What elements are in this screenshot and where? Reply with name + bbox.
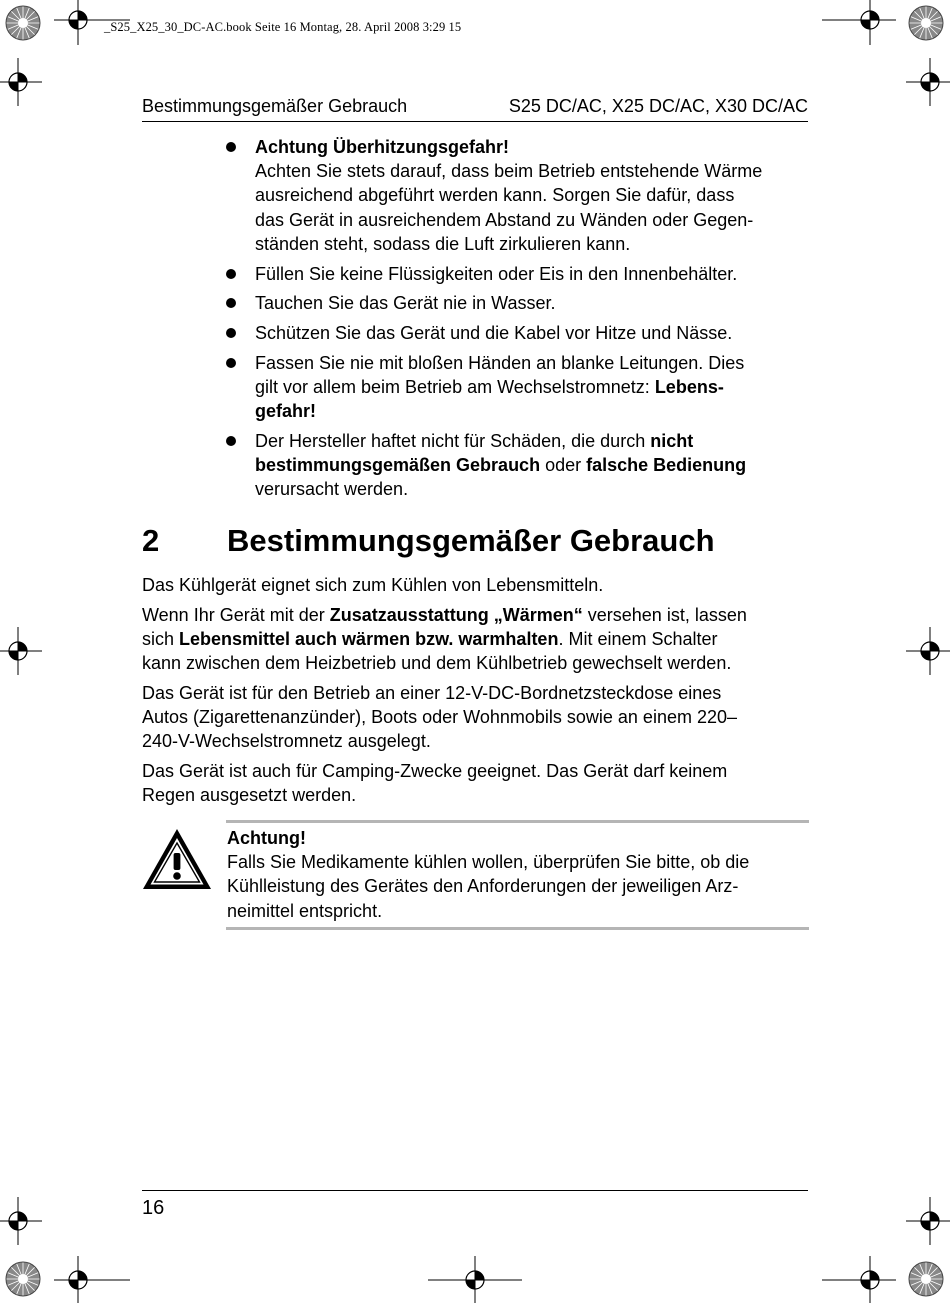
bullet-text-line: Achten Sie stets darauf, dass beim Betrieb entstehende Wärme (255, 161, 763, 182)
paragraph-text-part: sich (142, 628, 180, 649)
bullet-text-line: Füllen Sie keine Flüssigkeiten oder Eis in den Innenbehälter. (255, 263, 738, 284)
paragraph-line: Regen ausgesetzt werden. (142, 785, 357, 806)
bullet-heading: Achtung Überhitzungsgefahr! (255, 137, 509, 157)
bullet-text-line: ständen steht, sodass die Luft zirkulieren kann. (255, 233, 631, 254)
bullet-text-bold: nicht (650, 430, 694, 451)
bullet-text-part: gilt vor allem beim Betrieb am Wechselstromnetz: (255, 376, 655, 397)
paragraph-text-part: . Mit einem Schalter (558, 628, 718, 649)
bullet-text-line: verursacht werden. (255, 479, 409, 500)
bullet-text-part: oder (540, 454, 587, 475)
paragraph-line: Das Kühlgerät eignet sich zum Kühlen von Lebensmitteln. (142, 575, 604, 595)
bullet-text-bold: bestimmungsgemäßen Gebrauch (255, 454, 541, 475)
paragraph-line: 240-V-Wechselstromnetz ausgelegt. (142, 731, 431, 752)
section-title: Bestimmungsgemäßer Gebrauch (227, 523, 715, 558)
bullet-text-bold: gefahr! (255, 401, 317, 422)
bullet-text-line: ausreichend abgeführt werden kann. Sorgen Sie dafür, dass (255, 185, 735, 206)
paragraph-line: Autos (Zigarettenanzünder), Boots oder Wohnmobils sowie an einem 220– (142, 707, 738, 728)
bullet-text-line: das Gerät in ausreichendem Abstand zu Wänden oder Gegen- (255, 209, 754, 230)
paragraph-text-part: Wenn Ihr Gerät mit der (142, 604, 330, 625)
bullet-text-line: Tauchen Sie das Gerät nie in Wasser. (255, 293, 556, 314)
section-number: 2 (142, 523, 160, 558)
warning-title: Achtung! (227, 828, 306, 848)
warning-line: Kühlleistung des Gerätes den Anforderungen der jeweiligen Arz- (227, 876, 739, 897)
header-model-names: S25 DC/AC, X25 DC/AC, X30 DC/AC (508, 96, 808, 116)
paragraph-line: Das Gerät ist auch für Camping-Zwecke geeignet. Das Gerät darf keinem (142, 760, 728, 781)
paragraph-line: kann zwischen dem Heizbetrieb und dem Kühlbetrieb gewechselt werden. (142, 653, 732, 674)
header-chapter-title: Bestimmungsgemäßer Gebrauch (142, 96, 408, 116)
warning-line: neimittel entspricht. (227, 900, 383, 921)
bullet-text-bold: falsche Bedienung (586, 454, 747, 475)
paragraph-text-part: versehen ist, lassen (582, 604, 747, 625)
bullet-text-line: Schützen Sie das Gerät und die Kabel vor Hitze und Nässe. (255, 322, 733, 343)
page-number: 16 (142, 1197, 165, 1219)
paragraph-text-bold: Zusatzausstattung „Wärmen“ (329, 604, 583, 625)
paragraph-line: Das Gerät ist für den Betrieb an einer 12-V-DC-Bordnetzsteckdose eines (142, 682, 722, 703)
paragraph-text-bold: Lebensmittel auch wärmen bzw. warmhalten (179, 628, 559, 649)
bullet-text-part: Der Hersteller haftet nicht für Schäden, die durch (255, 430, 651, 451)
printer-slug: _S25_X25_30_DC-AC.book Seite 16 Montag, 28. April 2008 3:29 15 (104, 20, 462, 34)
bullet-text-bold: Lebens- (654, 376, 724, 397)
bullet-text-line: Fassen Sie nie mit bloßen Händen an blanke Leitungen. Dies (255, 352, 745, 373)
warning-line: Falls Sie Medikamente kühlen wollen, überprüfen Sie bitte, ob die (227, 852, 750, 873)
